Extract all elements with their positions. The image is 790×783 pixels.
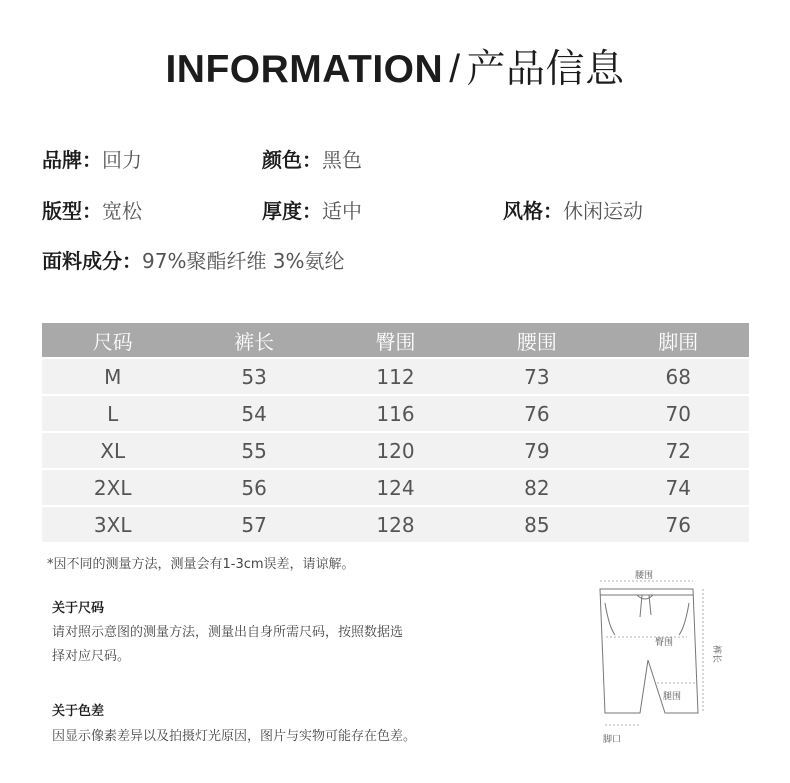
table-cell: 124	[325, 470, 466, 505]
attr-style-value: 休闲运动	[563, 199, 643, 223]
attr-fit-value: 宽松	[102, 199, 142, 223]
col-header-hem: 脚围	[608, 323, 749, 357]
table-cell: 76	[466, 396, 607, 431]
table-cell: 56	[183, 470, 324, 505]
table-cell: 73	[466, 359, 607, 394]
color-text: 因显示像素差异以及拍摄灯光原因，图片与实物可能存在色差。	[52, 729, 417, 744]
table-cell: XL	[42, 433, 183, 468]
attr-fit	[42, 195, 142, 224]
col-header-size: 尺码	[42, 323, 183, 357]
attr-fabric-value: 97%聚酯纤维 3%氨纶	[142, 249, 345, 273]
table-cell: 74	[608, 470, 749, 505]
table-cell: 112	[325, 359, 466, 394]
table-row	[42, 396, 749, 431]
title-separator: /	[449, 48, 461, 91]
thigh-label: 腿围	[663, 692, 682, 702]
title-en: INFORMATION	[165, 48, 444, 91]
color-heading: 关于色差	[52, 704, 105, 719]
table-cell: 116	[325, 396, 466, 431]
table-cell: 70	[608, 396, 749, 431]
size-table-header-row	[42, 323, 749, 357]
size-text	[52, 621, 472, 669]
hip-label: 臀围	[655, 638, 674, 648]
col-header-length: 裤长	[183, 323, 324, 357]
table-cell: 72	[608, 433, 749, 468]
table-cell: 53	[183, 359, 324, 394]
table-cell: 76	[608, 507, 749, 542]
table-row	[42, 433, 749, 468]
table-cell: 85	[466, 507, 607, 542]
table-cell: 2XL	[42, 470, 183, 505]
attr-style-key: 风格：	[503, 199, 563, 223]
size-text-line-1: 请对照示意图的测量方法，测量出自身所需尺码，按照数据选	[52, 625, 404, 640]
table-cell: L	[42, 396, 183, 431]
attr-thickness-key: 厚度：	[262, 199, 322, 223]
attr-brand	[42, 144, 142, 173]
table-cell: 3XL	[42, 507, 183, 542]
size-heading: 关于尺码	[52, 601, 105, 616]
attr-fit-key: 版型：	[42, 199, 102, 223]
measurement-note: *因不同的测量方法，测量会有1-3cm误差，请谅解。	[47, 557, 355, 572]
table-cell: 54	[183, 396, 324, 431]
shorts-outline	[600, 589, 698, 713]
size-text-line-2: 择对应尺码。	[52, 649, 131, 664]
table-cell: 120	[325, 433, 466, 468]
attr-thickness-value: 适中	[322, 199, 362, 223]
table-cell: 82	[466, 470, 607, 505]
size-table	[42, 321, 749, 544]
col-header-hip: 臀围	[325, 323, 466, 357]
table-row	[42, 359, 749, 394]
attr-color-key: 颜色：	[262, 148, 322, 172]
col-header-waist: 腰围	[466, 323, 607, 357]
attr-color-value: 黑色	[322, 148, 362, 172]
table-row	[42, 470, 749, 505]
title-cn: 产品信息	[466, 47, 625, 92]
table-cell: 128	[325, 507, 466, 542]
table-cell: M	[42, 359, 183, 394]
drawstring-knot	[637, 595, 653, 599]
length-label: 裤长	[711, 645, 721, 664]
table-cell: 79	[466, 433, 607, 468]
waist-label: 腰围	[635, 571, 654, 581]
attr-style	[503, 195, 643, 224]
attr-color	[262, 144, 362, 173]
attr-brand-key: 品牌：	[42, 148, 102, 172]
table-cell: 57	[183, 507, 324, 542]
table-cell: 68	[608, 359, 749, 394]
shorts-measurement-diagram	[585, 565, 730, 750]
table-row	[42, 507, 749, 542]
attr-fabric-key: 面料成分：	[42, 249, 142, 273]
hem-label: 脚口	[603, 735, 622, 745]
attr-fabric	[42, 245, 345, 274]
attr-thickness	[262, 195, 362, 224]
attr-brand-value: 回力	[102, 148, 142, 172]
pocket-lines	[605, 603, 689, 635]
table-cell: 55	[183, 433, 324, 468]
page-title	[0, 38, 790, 94]
